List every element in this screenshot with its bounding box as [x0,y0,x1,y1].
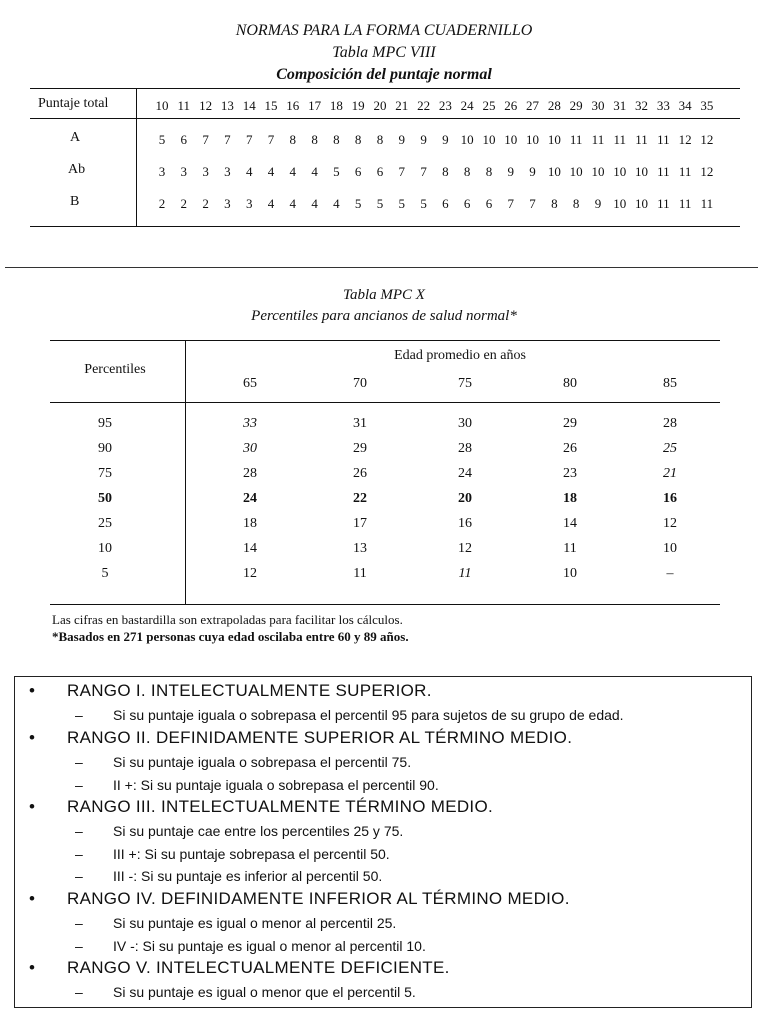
tablaX-cell: 33 [243,416,257,431]
tabla8-total-cell: 25 [482,98,496,113]
section-divider [5,267,758,268]
rango-text: Si su puntaje cae entre los percentiles 25 y 75. [113,823,404,839]
tabla8-totals-row [152,98,717,114]
tablaX-cell: 29 [563,416,577,431]
tablaX-cell: 30 [458,416,472,431]
tabla8-table [30,88,740,248]
tablaX-cell: 24 [458,466,472,481]
tabla8-cell: 4 [289,196,297,211]
tabla8-cell: 11 [657,164,670,179]
rango-text: III -: Si su puntaje es inferior al percentil 50. [113,868,383,884]
rango-text: Si su puntaje es igual o menor que el percentil 5. [113,984,416,1000]
tabla8-cell: 5 [420,196,427,211]
tabla8-cell: 7 [224,132,231,147]
tabla8-cell: 4 [267,196,275,211]
tabla8-cell: 6 [180,132,188,147]
tabla8-total-cell: 14 [242,98,256,113]
dash-icon: – [75,777,83,793]
tabla8-total-cell: 24 [460,98,474,113]
tablaX-footnote: *Basados en 271 personas cuya edad oscilaba entre 60 y 89 años. [52,629,409,644]
tablaX-cell: 30 [243,441,257,456]
tabla8-cell: 11 [635,132,648,147]
tabla8-cell: 11 [613,132,626,147]
tabla8-subtitle: Tabla MPC VIII [332,44,436,61]
tabla8-row-a [152,132,717,148]
tabla8-cell: 12 [700,164,714,179]
tabla8-total-cell: 26 [504,98,518,113]
tabla8-total-cell: 29 [569,98,583,113]
tablaX-cell: 12 [663,516,677,531]
tablaX-age-header: 75 [458,376,472,391]
tablaX-percentile: 90 [98,441,112,456]
rango-title: RANGO IV. DEFINIDAMENTE INFERIOR AL TÉRMINO MEDIO. [67,889,570,908]
tablaX-cell: 26 [563,441,577,456]
dash-icon: – [75,915,83,931]
tabla8-cell: 9 [420,132,427,147]
tabla8-title: NORMAS PARA LA FORMA CUADERNILLO [235,22,533,39]
tabla8-cell: 8 [442,164,449,179]
dash-icon: – [75,938,83,954]
tabla8-cell: 3 [224,196,231,211]
tabla8-cell: 10 [613,196,627,211]
tabla8-cell: 10 [569,164,583,179]
tablaX-percentile: 25 [98,516,112,531]
tablaX-percentile: 75 [98,466,112,481]
tabla8-cell: 10 [547,164,561,179]
tabla8-cell: 11 [678,164,692,179]
rango-text: IV -: Si su puntaje es igual o menor al percentil 10. [113,938,426,954]
tabla8-row-label: B [70,194,80,209]
tabla8-cell: 4 [333,196,340,211]
tablaX-percentile: 50 [98,491,112,506]
tabla8-cell: 9 [594,196,602,211]
tablaX-subtitle: Percentiles para ancianos de salud normal* [251,308,517,324]
tabla8-cell: 6 [376,164,384,179]
rango-text: Si su puntaje iguala o sobrepasa el percentil 75. [113,754,412,770]
rango-text: Si su puntaje es igual o menor al percentil 25. [113,915,397,931]
tablaX-cell: 21 [663,466,677,481]
tabla8-row-label: Ab [68,162,86,177]
tablaX-age-header: 70 [353,376,367,391]
bullet-icon: • [29,681,36,700]
tabla8-cell: 11 [569,132,583,147]
tabla8-total-cell: 33 [656,98,670,113]
tabla8-total-cell: 32 [635,98,649,113]
dash-icon: – [75,984,83,1000]
rango-text: II +: Si su puntaje iguala o sobrepasa el percentil 90. [113,777,439,793]
tabla8-cell: 7 [529,196,536,211]
tabla8-cell: 7 [245,132,253,147]
tabla8-total-cell: 28 [547,98,561,113]
tabla8-cell: 2 [158,196,166,211]
tablaX-cell: 11 [353,566,367,581]
tabla8-cell: 10 [591,164,605,179]
tabla8-cell: 3 [158,164,166,179]
tabla8-cell: 5 [354,196,362,211]
tabla8-cell: 4 [267,164,275,179]
tabla8-cell: 6 [354,164,362,179]
tablaX-cell: 12 [458,541,472,556]
tabla8-row-label: A [70,130,81,145]
tabla8-cell: 11 [591,132,605,147]
tablaX-cell: 17 [353,516,367,531]
dash-icon: – [75,823,83,839]
tabla8-total-cell: 13 [220,98,234,113]
tabla8-cell: 10 [460,132,474,147]
tabla8-total-cell: 10 [155,98,169,113]
tablaX-cell: 11 [563,541,577,556]
tabla8-total-cell: 16 [286,98,300,113]
dash-icon: – [75,868,83,884]
tabla8-total-cell: 12 [199,98,213,113]
tablaX-age-header: 80 [563,376,577,391]
tabla8-total-cell: 20 [373,98,387,113]
tablaX-cell: 24 [243,491,257,506]
rango-text: III +: Si su puntaje sobrepasa el percentil 50. [113,846,390,862]
tablaX-cell: 29 [353,441,367,456]
tabla8-cell: 3 [224,164,231,179]
tablaX-cell: 22 [353,491,367,506]
tablaX-age-header: 85 [663,376,677,391]
bullet-icon: • [29,728,36,747]
tabla8-cell: 4 [311,164,318,179]
tablaX-cell: 25 [663,441,677,456]
tabla8-cell: 9 [398,132,406,147]
tabla8-cell: 7 [398,164,406,179]
tabla8-cell: 10 [482,132,496,147]
tablaX-cell: 31 [353,416,367,431]
tabla8-cell: 8 [289,132,297,147]
tabla8-cell: 10 [613,164,627,179]
tabla8-cell: 9 [529,164,536,179]
tabla8-total-cell: 22 [417,98,431,113]
tablaX-cell: 18 [243,516,257,531]
tabla8-cell: 11 [700,196,714,211]
bullet-icon: • [29,958,36,977]
tabla8-row-ab [152,164,717,180]
tablaX-note: Las cifras en bastardilla son extrapoladas para facilitar los cálculos. [52,612,403,627]
tabla8-cell: 2 [202,196,209,211]
tabla8-cell: 7 [420,164,427,179]
tabla8-cell: 12 [678,132,692,147]
tabla8-total-cell: 19 [351,98,365,113]
tabla8-total-cell: 31 [613,98,627,113]
tabla8-cell: 10 [635,164,649,179]
rango-title: RANGO V. INTELECTUALMENTE DEFICIENTE. [67,958,450,977]
tabla8-total-cell: 35 [700,98,714,113]
tabla8-total-cell: 27 [526,98,540,113]
tablaX-cell: 10 [663,541,677,556]
tabla8-header-label: Puntaje total [38,96,109,111]
tabla8-total-cell: 21 [395,98,409,113]
tabla8-cell: 8 [485,164,493,179]
tablaX-cell: 12 [243,566,257,581]
tablaX-cell: 20 [458,491,472,506]
rango-title: RANGO III. INTELECTUALMENTE TÉRMINO MEDIO. [67,797,493,816]
tabla8-total-cell: 15 [264,98,278,113]
rango-text: Si su puntaje iguala o sobrepasa el percentil 95 para sujetos de su grupo de edad. [113,707,624,723]
tablaX-cell: 26 [353,466,367,481]
tabla8-total-cell: 18 [329,98,343,113]
tabla8-cell: 3 [245,196,253,211]
tabla8-cell: 10 [635,196,649,211]
dash-icon: – [75,846,83,862]
tabla8-cell: 9 [442,132,449,147]
rango-title: RANGO I. INTELECTUALMENTE SUPERIOR. [67,681,432,700]
tabla8-cell: 11 [678,196,692,211]
tabla8-cell: 11 [657,132,670,147]
tablaX-cell: 13 [353,541,367,556]
tablaX-table [50,340,720,605]
tabla8-cell: 10 [526,132,540,147]
tabla8-cell: 9 [507,164,514,179]
rango-title: RANGO II. DEFINIDAMENTE SUPERIOR AL TÉRMINO MEDIO. [67,728,573,747]
tablaX-cell: 16 [458,516,472,531]
tabla8-cell: 2 [180,196,188,211]
tablaX-cell: 28 [663,416,677,431]
tabla8-cell: 8 [572,196,580,211]
tabla8-total-cell: 11 [177,98,191,113]
tablaX-cell: 18 [563,491,577,506]
tablaX-col-header: Percentiles [84,362,146,377]
bullet-icon: • [29,797,36,816]
tabla8-cell: 7 [507,196,514,211]
tablaX-percentile: 5 [101,566,109,581]
tabla8-cell: 6 [463,196,471,211]
tablaX-cell: – [666,566,674,581]
tabla8-cell: 8 [551,196,558,211]
tabla8-cell: 4 [289,164,297,179]
tabla8-cell: 8 [354,132,362,147]
dash-icon: – [75,754,83,770]
tabla8-cell: 5 [376,196,384,211]
rangos-box [14,676,752,1008]
tabla8-cell: 5 [333,164,340,179]
dash-icon: – [75,707,83,723]
tablaX-cell: 28 [243,466,257,481]
tablaX-cell: 16 [663,491,677,506]
tabla8-cell: 8 [311,132,318,147]
tabla8-row-b [152,196,717,212]
tabla8-cell: 10 [504,132,518,147]
tabla8-cell: 8 [376,132,384,147]
tabla8-cell: 4 [311,196,318,211]
tabla8-cell: 10 [547,132,561,147]
tablaX-cell: 14 [243,541,257,556]
tablaX-title: Tabla MPC X [343,287,425,303]
tablaX-cell: 28 [458,441,472,456]
tabla8-cell: 8 [333,132,340,147]
tabla8-cell: 11 [657,196,670,211]
tablaX-age-header: 65 [243,376,257,391]
bullet-icon: • [29,889,36,908]
tablaX-cell: 14 [563,516,577,531]
tabla8-cell: 12 [700,132,714,147]
tabla8-cell: 3 [180,164,188,179]
tabla8-cell: 5 [158,132,166,147]
tabla8-cell: 8 [463,164,471,179]
tabla8-cell: 6 [485,196,493,211]
tablaX-percentile: 10 [98,541,112,556]
tabla8-total-cell: 34 [678,98,692,113]
tabla8-cell: 5 [398,196,406,211]
tabla8-cell: 3 [202,164,209,179]
tablaX-percentile: 95 [98,416,112,431]
tabla8-cell: 4 [245,164,253,179]
tablaX-group-header: Edad promedio en años [394,348,526,363]
tabla8-total-cell: 23 [438,98,452,113]
tablaX-cell: 10 [563,566,577,581]
tabla8-cell: 7 [267,132,275,147]
tabla8-total-cell: 30 [591,98,605,113]
tabla8-cell: 6 [442,196,449,211]
tabla8-cell: 7 [202,132,209,147]
tablaX-cell: 23 [563,466,577,481]
tablaX-cell: 11 [458,566,472,581]
tabla8-caption: Composición del puntaje normal [276,66,492,83]
tabla8-total-cell: 17 [308,98,322,113]
